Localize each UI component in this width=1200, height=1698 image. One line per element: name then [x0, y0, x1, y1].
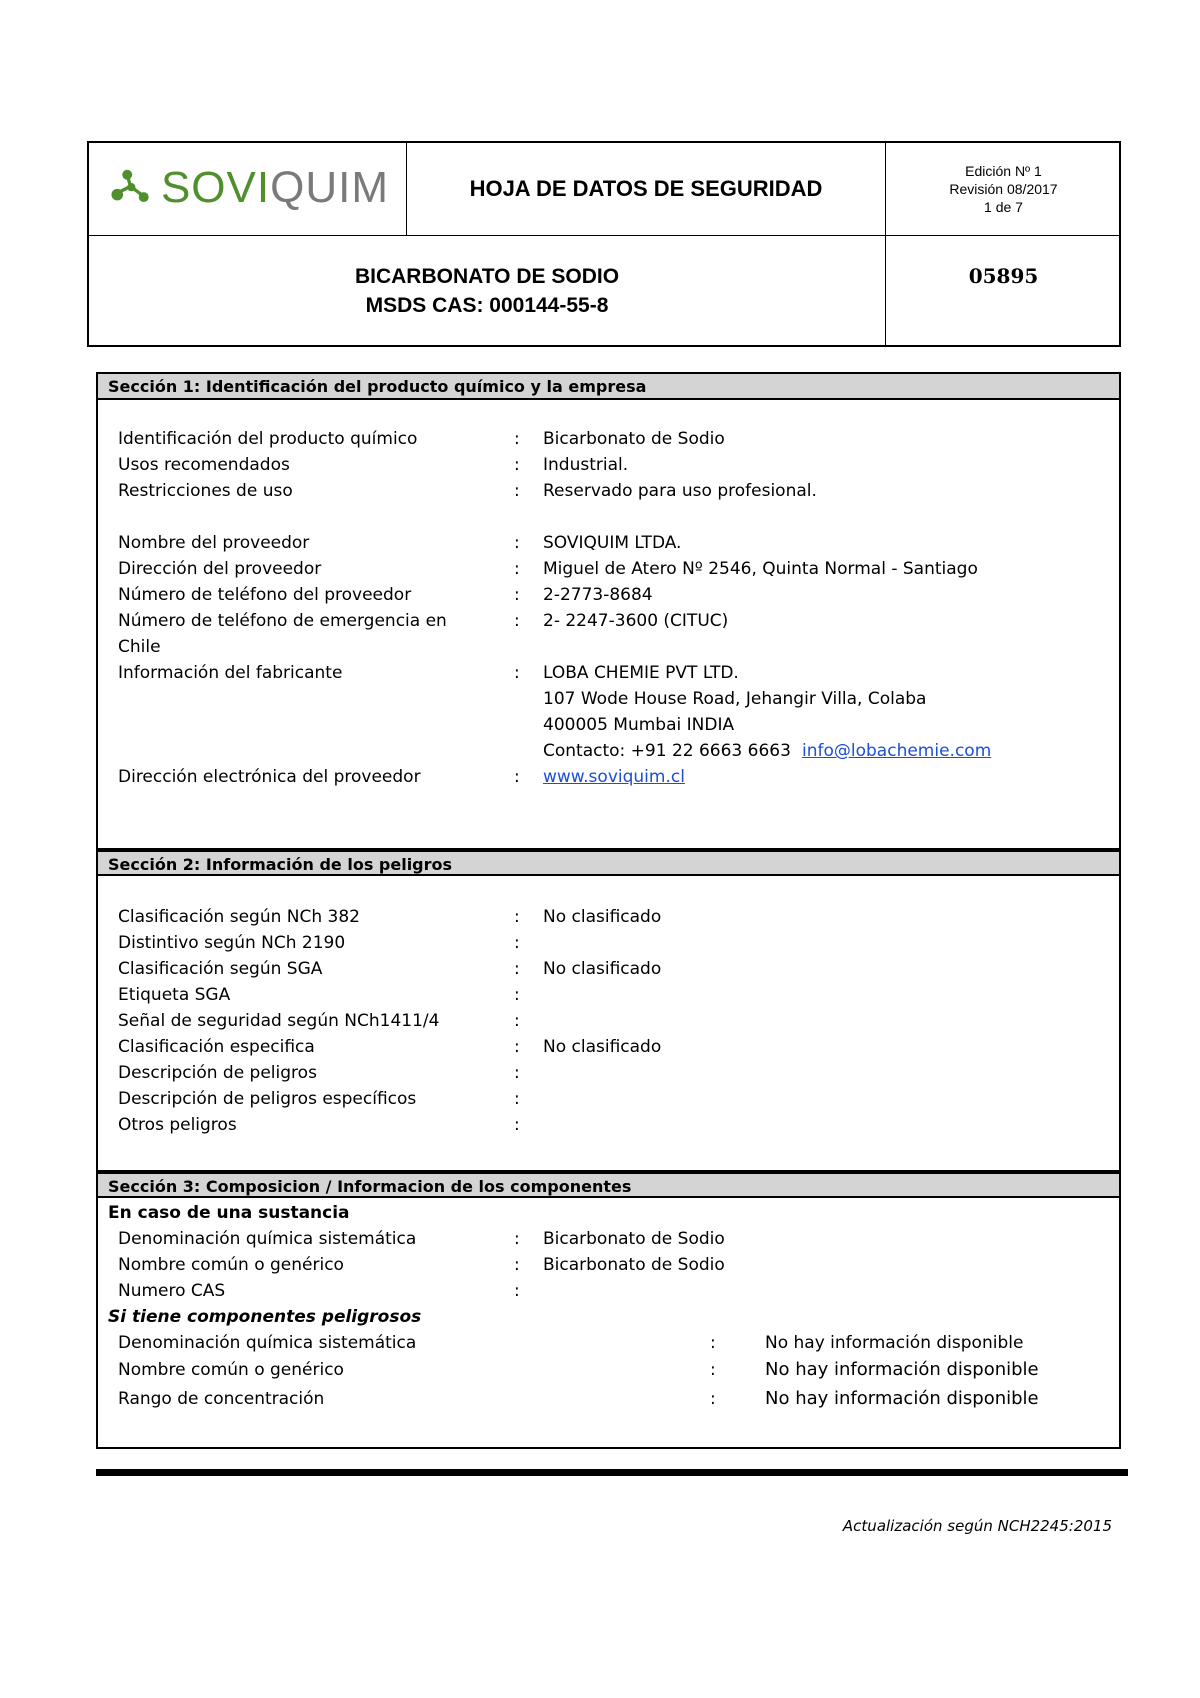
colon: : — [514, 533, 520, 553]
colon: : — [514, 1229, 520, 1249]
colon: : — [514, 959, 520, 979]
section-3-title: Sección 3: Composicion / Informacion de los componentes — [98, 1172, 1119, 1198]
label-supplier-address: Dirección del proveedor — [118, 559, 322, 579]
edition-info — [886, 143, 1121, 236]
edition-number: Edición Nº 1 — [965, 163, 1042, 179]
value-sga: No clasificado — [543, 959, 662, 979]
section-1 — [96, 372, 1121, 850]
footer-divider — [96, 1469, 1128, 1476]
value-hazard-chemical-name: No hay información disponible — [765, 1333, 1024, 1353]
colon: : — [514, 429, 520, 449]
footer-note: Actualización según NCH2245:2015 — [842, 1517, 1112, 1535]
hazardous-components-subtitle: Si tiene componentes peligrosos — [108, 1307, 422, 1327]
document-title: HOJA DE DATOS DE SEGURIDAD — [407, 143, 886, 236]
colon: : — [710, 1360, 716, 1380]
value-product-id: Bicarbonato de Sodio — [543, 429, 725, 449]
label-sga-label: Etiqueta SGA — [118, 985, 231, 1005]
value-manufacturer-contact: Contacto: +91 22 6663 6663 — [543, 741, 791, 761]
colon: : — [514, 1115, 520, 1135]
substance-subtitle: En caso de una sustancia — [108, 1203, 350, 1223]
value-manufacturer-city: 400005 Mumbai INDIA — [543, 715, 735, 735]
label-supplier-phone: Número de teléfono del proveedor — [118, 585, 412, 605]
section-3 — [96, 1172, 1121, 1449]
label-chemical-name: Denominación química sistemática — [118, 1229, 417, 1249]
value-common-name: Bicarbonato de Sodio — [543, 1255, 725, 1275]
label-nch2190: Distintivo según NCh 2190 — [118, 933, 346, 953]
msds-cas: MSDS CAS: 000144-55-8 — [365, 294, 609, 317]
colon: : — [514, 1011, 520, 1031]
colon: : — [514, 1281, 520, 1301]
label-specific-classification: Clasificación especifica — [118, 1037, 315, 1057]
value-chemical-name: Bicarbonato de Sodio — [543, 1229, 725, 1249]
label-concentration-range: Rango de concentración — [118, 1389, 325, 1409]
value-concentration-range: No hay información disponible — [765, 1388, 1039, 1409]
label-hazard-chemical-name: Denominación química sistemática — [118, 1333, 417, 1353]
label-sga: Clasificación según SGA — [118, 959, 323, 979]
section-1-title: Sección 1: Identificación del producto químico y la empresa — [98, 374, 1119, 400]
label-emergency-phone: Número de teléfono de emergencia en — [118, 611, 447, 631]
document-header — [87, 141, 1121, 347]
label-supplier-name: Nombre del proveedor — [118, 533, 310, 553]
colon: : — [514, 481, 520, 501]
value-manufacturer-street: 107 Wode House Road, Jehangir Villa, Colaba — [543, 689, 927, 709]
logo-cell — [89, 143, 407, 236]
label-other-hazards: Otros peligros — [118, 1115, 237, 1135]
value-emergency-phone: 2- 2247-3600 (CITUC) — [543, 611, 729, 631]
colon: : — [514, 559, 520, 579]
value-supplier-address: Miguel de Atero Nº 2546, Quinta Normal - Santiago — [543, 559, 978, 579]
label-manufacturer-info: Información del fabricante — [118, 663, 343, 683]
colon: : — [514, 767, 520, 787]
supplier-website-link[interactable]: www.soviquim.cl — [543, 767, 685, 787]
colon: : — [514, 1255, 520, 1275]
value-hazard-common-name: No hay información disponible — [765, 1359, 1039, 1380]
label-hazard-description: Descripción de peligros — [118, 1063, 317, 1083]
product-cell — [89, 236, 886, 347]
label-hazard-common-name: Nombre común o genérico — [118, 1360, 344, 1380]
colon: : — [514, 455, 520, 475]
value-recommended-uses: Industrial. — [543, 455, 629, 475]
label-supplier-website: Dirección electrónica del proveedor — [118, 767, 421, 787]
value-specific-classification: No clasificado — [543, 1037, 662, 1057]
label-nch382: Clasificación según NCh 382 — [118, 907, 360, 927]
logo-wordmark: SOVIQUIM — [160, 163, 389, 212]
colon: : — [514, 663, 520, 683]
manufacturer-email-link[interactable]: info@lobachemie.com — [802, 741, 992, 761]
label-use-restrictions: Restricciones de uso — [118, 481, 293, 501]
colon: : — [514, 1037, 520, 1057]
label-product-id: Identificación del producto químico — [118, 429, 418, 449]
value-nch382: No clasificado — [543, 907, 662, 927]
product-name: BICARBONATO DE SODIO — [354, 265, 620, 288]
colon: : — [514, 1063, 520, 1083]
colon: : — [514, 907, 520, 927]
soviquim-logo — [109, 157, 389, 219]
colon: : — [710, 1389, 716, 1409]
value-supplier-name: SOVIQUIM LTDA. — [543, 533, 682, 553]
label-nch1411: Señal de seguridad según NCh1411/4 — [118, 1011, 440, 1031]
colon: : — [514, 611, 520, 631]
label-specific-hazards: Descripción de peligros específicos — [118, 1089, 417, 1109]
label-cas-number: Numero CAS — [118, 1281, 226, 1301]
colon: : — [514, 933, 520, 953]
value-use-restrictions: Reservado para uso profesional. — [543, 481, 817, 501]
section-2-title: Sección 2: Información de los peligros — [98, 850, 1119, 876]
page-number: 1 de 7 — [984, 199, 1023, 215]
label-recommended-uses: Usos recomendados — [118, 455, 290, 475]
molecule-icon — [109, 164, 157, 212]
value-manufacturer-name: LOBA CHEMIE PVT LTD. — [543, 663, 739, 683]
colon: : — [710, 1333, 716, 1353]
section-2 — [96, 850, 1121, 1172]
colon: : — [514, 985, 520, 1005]
label-emergency-phone-cont: Chile — [118, 637, 161, 657]
revision-date: Revisión 08/2017 — [949, 181, 1058, 197]
product-code: 05895 — [968, 264, 1039, 288]
label-common-name: Nombre común o genérico — [118, 1255, 344, 1275]
colon: : — [514, 1089, 520, 1109]
colon: : — [514, 585, 520, 605]
value-supplier-phone: 2-2773-8684 — [543, 585, 653, 605]
